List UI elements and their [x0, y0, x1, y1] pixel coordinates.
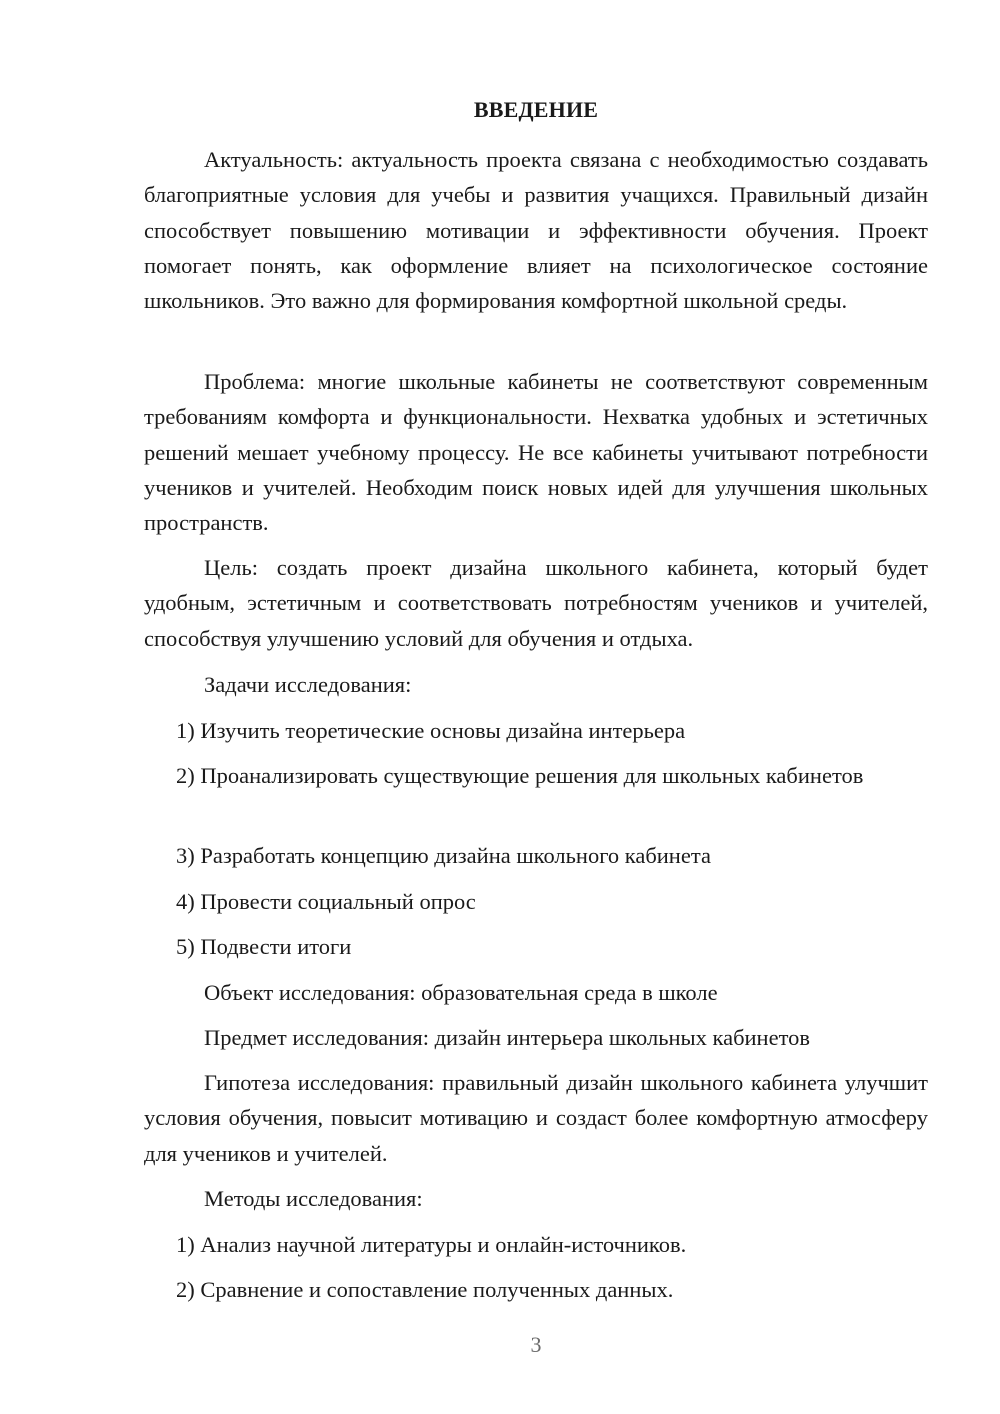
object-paragraph: Объект исследования: образовательная среда в школе [204, 980, 718, 1005]
subject-paragraph: Предмет исследования: дизайн интерьера школьных кабинетов [204, 1025, 810, 1050]
goal-paragraph: Цель: создать проект дизайна школьного кабинета, который будет удобным, эстетичным и соответствовать потребностям учеников и учителей, способствуя улучшению условий для обучения и отдыха. [144, 555, 928, 651]
problem-paragraph: Проблема: многие школьные кабинеты не соответствуют современным требованиям комфорта и функциональности. Нехватка удобных и эстетичных решений мешает учебному процессу. Не все кабинеты учитывают потребности учеников и учителей. Необходим поиск новых идей для улучшения школьных пространств. [144, 369, 928, 536]
page-title: ВВЕДЕНИЕ [473, 97, 599, 122]
method-item: 2) Сравнение и сопоставление полученных данных. [176, 1277, 674, 1302]
task-item: 1) Изучить теоретические основы дизайна интерьера [176, 718, 686, 743]
task-item: 3) Разработать концепцию дизайна школьного кабинета [176, 843, 711, 868]
task-item: 2) Проанализировать существующие решения для школьных кабинетов [176, 763, 864, 788]
hypothesis-paragraph: Гипотеза исследования: правильный дизайн школьного кабинета улучшит условия обучения, повысит мотивацию и создаст более комфортную атмосферу для учеников и учителей. [144, 1070, 928, 1166]
relevance-paragraph: Актуальность: актуальность проекта связана с необходимостью создавать благоприятные условия для учебы и развития учащихся. Правильный дизайн способствует повышению мотивации и эффективности обучения. Проект помогает понять, как оформление влияет на психологическое состояние школьников. Это важно для формирования комфортной школьной среды. [144, 147, 928, 314]
methods-heading: Методы исследования: [204, 1186, 423, 1211]
page-number: 3 [530, 1332, 542, 1357]
task-item: 5) Подвести итоги [176, 934, 352, 959]
tasks-heading: Задачи исследования: [204, 672, 412, 697]
method-item: 1) Анализ научной литературы и онлайн-источников. [176, 1232, 687, 1257]
task-item: 4) Провести социальный опрос [176, 889, 476, 914]
